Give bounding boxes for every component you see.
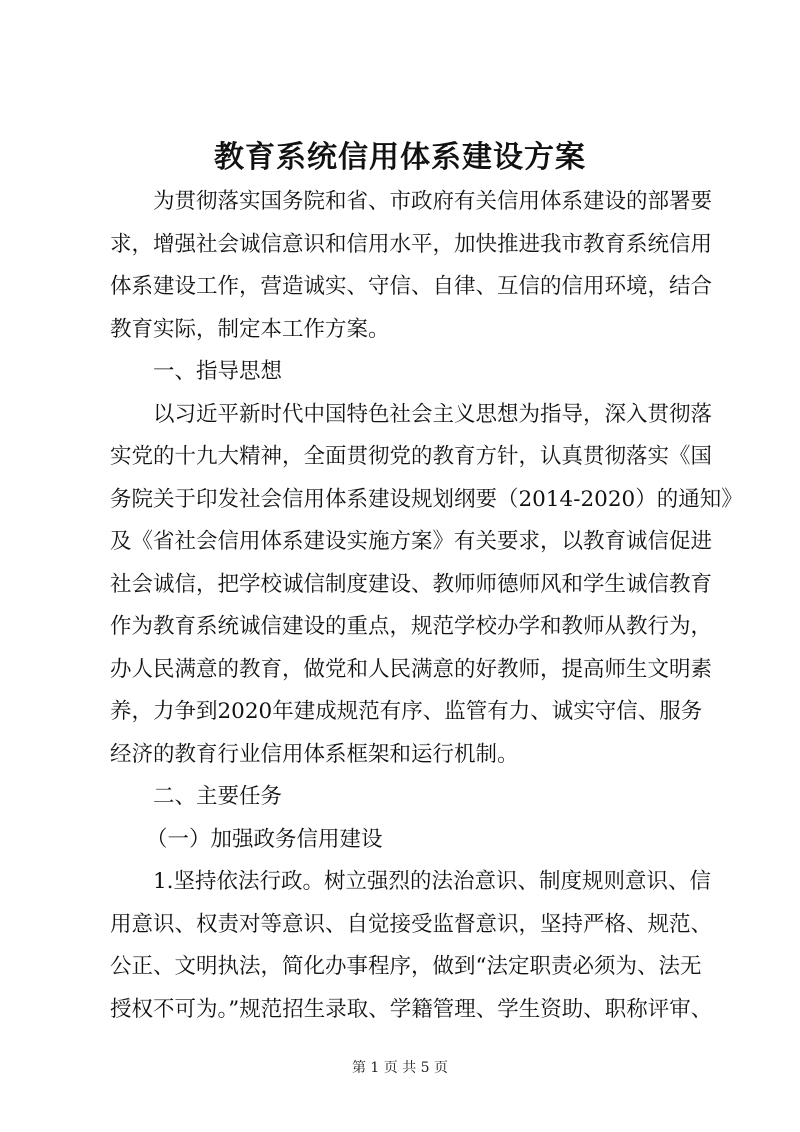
paragraph-line: 授权不可为。”规范招生录取、学籍管理、学生资助、职称评审、 bbox=[110, 996, 713, 1022]
paragraph-line: 社会诚信，把学校诚信制度建设、教师师德师风和学生诚信教育 bbox=[110, 571, 713, 597]
paragraph-line: 作为教育系统诚信建设的重点，规范学校办学和教师从教行为， bbox=[110, 614, 713, 639]
document-title: 教育系统信用体系建设方案 bbox=[214, 140, 586, 175]
page-footer: 第 1 页 共 5 页 bbox=[351, 1060, 449, 1076]
section-heading: 二、主要任务 bbox=[153, 784, 283, 809]
paragraph-line: 养，力争到2020年建成规范有序、监管有力、诚实守信、服务 bbox=[110, 699, 703, 724]
document-body bbox=[110, 181, 743, 1031]
subsection-heading: （一）加强政务信用建设 bbox=[146, 826, 383, 852]
paragraph-line: 求，增强社会诚信意识和信用水平，加快推进我市教育系统信用 bbox=[110, 231, 713, 257]
section-heading: 一、指导思想 bbox=[153, 359, 283, 384]
paragraph-line: 为贯彻落实国务院和省、市政府有关信用体系建设的部署要 bbox=[153, 189, 713, 214]
paragraph-line: 1.坚持依法行政。树立强烈的法治意识、制度规则意识、信 bbox=[153, 869, 712, 894]
paragraph-line: 实党的十九大精神，全面贯彻党的教育方针，认真贯彻落实《国 bbox=[110, 444, 713, 469]
paragraph-line: 用意识、权责对等意识、自觉接受监督意识，坚持严格、规范、 bbox=[110, 911, 713, 937]
paragraph-line: 教育实际，制定本工作方案。 bbox=[110, 316, 390, 342]
paragraph-line: 办人民满意的教育，做党和人民满意的好教师，提高师生文明素 bbox=[110, 656, 713, 682]
paragraph-line: 公正、文明执法，简化办事程序，做到“法定职责必须为、法无 bbox=[110, 954, 702, 979]
paragraph-line: 务院关于印发社会信用体系建设规划纲要（2014-2020）的通知》 bbox=[110, 486, 743, 512]
paragraph-line: 以习近平新时代中国特色社会主义思想为指导，深入贯彻落 bbox=[153, 401, 713, 427]
paragraph-line: 及《省社会信用体系建设实施方案》有关要求，以教育诚信促进 bbox=[110, 529, 713, 554]
paragraph-line: 体系建设工作，营造诚实、守信、自律、互信的信用环境，结合 bbox=[110, 274, 713, 299]
paragraph-line: 经济的教育行业信用体系框架和运行机制。 bbox=[110, 741, 519, 767]
